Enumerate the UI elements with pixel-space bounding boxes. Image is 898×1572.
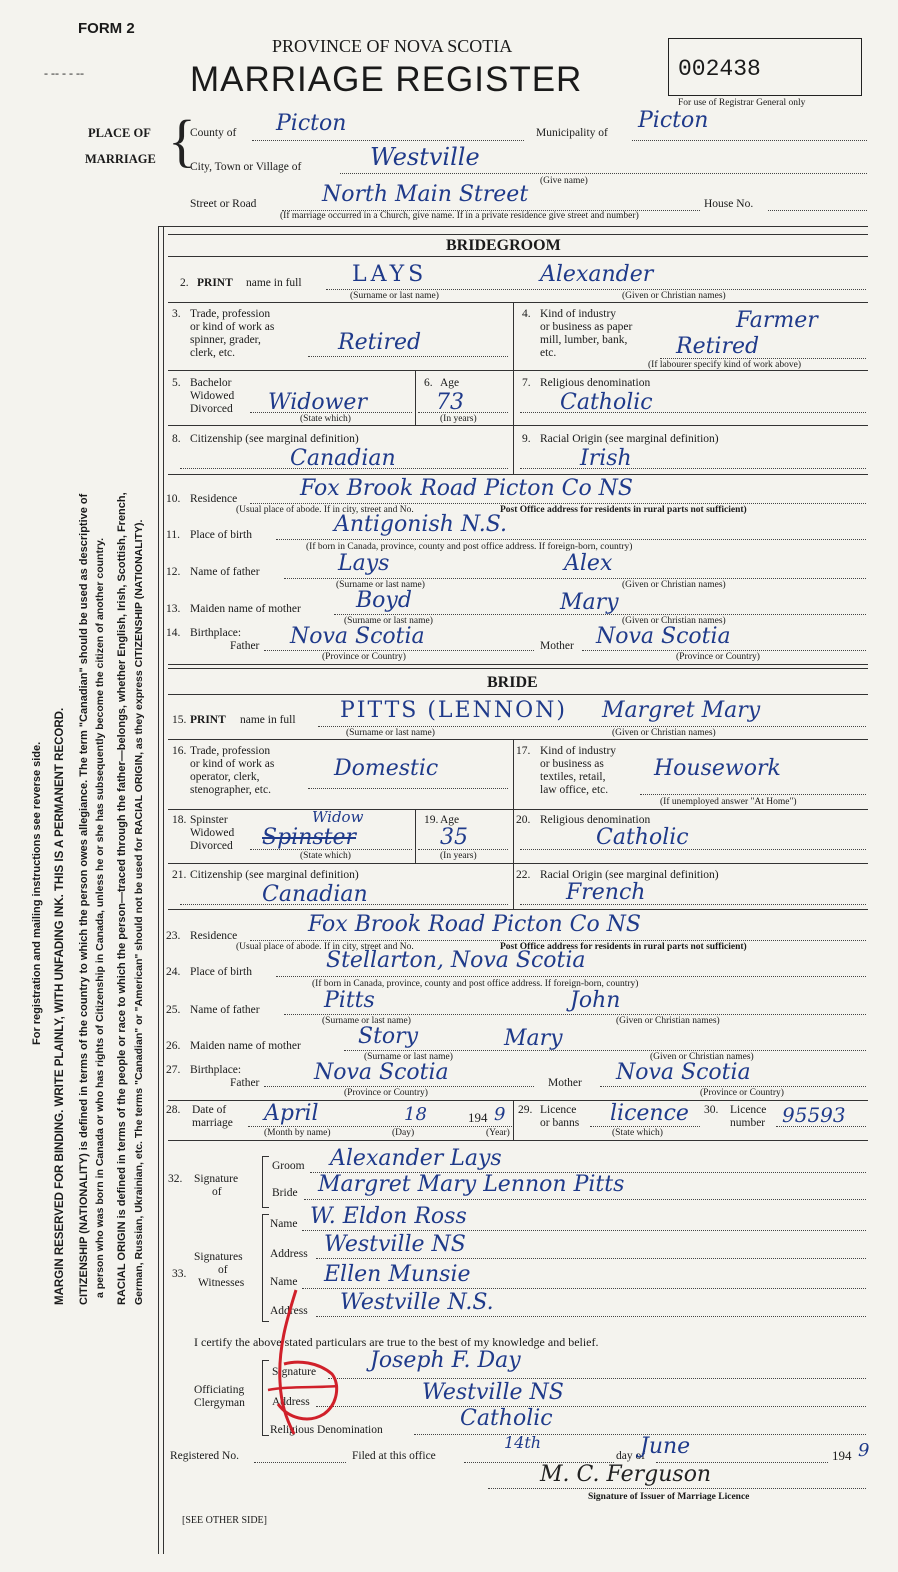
g-ind-line (660, 358, 866, 359)
groom-surname: LAYS (352, 262, 428, 287)
groom-father-birthplace: Nova Scotia (290, 624, 425, 649)
g-mother-giv-note: (Given or Christian names) (622, 616, 726, 626)
c-sig-word: Signature (272, 1366, 317, 1378)
g-racial-label: Racial Origin (see marginal definition) (540, 433, 719, 445)
m-lic-line (590, 1126, 700, 1127)
b-n16: 16. (172, 745, 187, 757)
bride-birthplace: Stellarton, Nova Scotia (326, 948, 586, 973)
b-age-line (418, 849, 508, 850)
g-bp-father-note: (Province or Country) (322, 652, 406, 662)
b-bp-father-word: Father (230, 1077, 260, 1089)
m-lic-l1: Licence (540, 1104, 577, 1116)
m-n28: 28. (166, 1104, 181, 1116)
b-print: PRINT (190, 714, 226, 726)
city-value: Westville (370, 143, 480, 171)
g-mother-label: Maiden name of mother (190, 603, 301, 615)
bride-racial: French (566, 880, 646, 905)
clergyman-address: Westville NS (422, 1380, 564, 1405)
bride-father-birthplace: Nova Scotia (314, 1060, 449, 1085)
g-bp-mother-line (582, 650, 866, 651)
g-bp-mother-word: Mother (540, 640, 574, 652)
groom-father-surname: Lays (338, 551, 390, 576)
bride-given: Margret Mary (602, 698, 761, 723)
b-ind-l4: law office, etc. (540, 784, 609, 796)
w1-addr-word: Address (270, 1248, 308, 1260)
see-other-side: [SEE OTHER SIDE] (182, 1515, 267, 1526)
g-father-label: Name of father (190, 566, 260, 578)
w2-addr-word: Address (270, 1305, 308, 1317)
g-bp-father-line (264, 650, 534, 651)
b-mother-giv-note: (Given or Christian names) (650, 1052, 754, 1062)
b-religion-line (520, 849, 866, 850)
red-check-mark (258, 1286, 348, 1446)
b-status-line (250, 849, 412, 850)
g-n3: 3. (172, 308, 181, 320)
city-label: City, Town or Village of (190, 161, 302, 173)
s-sig-bracket (262, 1156, 269, 1208)
municipality-value: Picton (638, 108, 709, 133)
b-status-note: (State which) (300, 851, 351, 861)
g-mother-sur-note: (Surname or last name) (344, 616, 433, 626)
g-n7: 7. (522, 377, 531, 389)
street-value: North Main Street (322, 182, 529, 207)
marriage-day: 18 (404, 1104, 427, 1125)
b-n27: 27. (166, 1064, 181, 1076)
m-date-line (248, 1126, 512, 1127)
g-row2-bottom (168, 302, 868, 303)
certify-text: I certify the above stated particulars are true to the best of my knowledge and belief. (194, 1335, 599, 1349)
g-n8: 8. (172, 433, 181, 445)
b-surname-note: (Surname or last name) (346, 728, 435, 738)
b-ind-l1: Kind of industry (540, 745, 617, 757)
g-row3-bottom (168, 370, 868, 371)
b-ind-note: (If unemployed answer "At Home") (660, 797, 797, 807)
g-res-label: Residence (190, 493, 238, 505)
g-age-note: (In years) (440, 414, 477, 424)
g-col-div-3 (513, 370, 514, 474)
b-res-label: Residence (190, 930, 238, 942)
g-trade-l3: spinner, grader, (190, 334, 261, 346)
b-birth-note: (If born in Canada, province, county and post office address. If foreign-born, country) (312, 979, 639, 989)
w2-name-word: Name (270, 1276, 298, 1288)
g-birth-line (276, 539, 866, 540)
b-given-note: (Given or Christian names) (612, 728, 716, 738)
b-row21-bottom (168, 909, 868, 910)
marriage-year-hand: 9 (494, 1104, 506, 1125)
b-row15-bottom (168, 739, 868, 740)
b-name-label: name in full (240, 714, 296, 726)
g-ind-l3: mill, lumber, bank, (540, 334, 628, 346)
g-racial-line (520, 468, 866, 469)
g-col-div-1 (513, 302, 514, 370)
house-label: House No. (704, 198, 754, 210)
bride-signature: Margret Mary Lennon Pitts (318, 1172, 625, 1197)
b-n17: 17. (516, 745, 531, 757)
groom-industry: Retired (676, 334, 760, 359)
groom-section-title: BRIDEGROOM (446, 237, 561, 254)
g-n5: 5. (172, 377, 181, 389)
s-groom-word: Groom (272, 1160, 305, 1172)
b-status-l3: Divorced (190, 840, 233, 852)
c-addr-word: Address (272, 1396, 310, 1408)
issuer-signature: M. C. Ferguson (540, 1462, 712, 1487)
s-n33: 33. (172, 1268, 187, 1280)
marriage-licence-number: 95593 (782, 1103, 846, 1127)
b-res-note: (Usual place of abode. If in city, street and No. (236, 942, 414, 952)
g-status-l3: Divorced (190, 403, 233, 415)
b-row16-bottom (168, 809, 868, 810)
place-label-2: MARRIAGE (85, 152, 156, 166)
w1-name-line (302, 1230, 866, 1231)
s-bride-line (304, 1199, 866, 1200)
g-mother-line (334, 614, 866, 615)
bride-head-bottom (168, 694, 868, 695)
g-bp-mother-note: (Province or Country) (676, 652, 760, 662)
g-n2: 2. (180, 277, 189, 289)
b-racial-line (520, 904, 866, 905)
b-ind-l2: or business as (540, 758, 604, 770)
m-year-note: (Year) (486, 1128, 510, 1138)
c-denom-word: Religious Denomination (270, 1424, 383, 1436)
b-bp-father-line (264, 1086, 534, 1087)
b-status-l2: Widowed (190, 827, 235, 839)
groom-mother-birthplace: Nova Scotia (596, 624, 731, 649)
g-trade-l2: or kind of work as (190, 321, 275, 333)
g-res-note2: Post Office address for residents in rural parts not sufficient) (500, 505, 747, 515)
filed-year-printed: 194 (832, 1448, 852, 1463)
bride-surname: PITTS (LENNON) (340, 698, 567, 723)
province-heading: PROVINCE OF NOVA SCOTIA (272, 36, 513, 56)
w2-name-line (302, 1288, 866, 1289)
g-father-sur-note: (Surname or last name) (336, 580, 425, 590)
b-n19: 19. (424, 814, 439, 826)
g-n14: 14. (166, 627, 181, 639)
county-value: Picton (276, 111, 347, 136)
g-col-div-2 (415, 370, 416, 425)
place-label-1: PLACE OF (88, 126, 151, 140)
g-ind-l2: or business as paper (540, 321, 633, 333)
registrar-note: For use of Registrar General only (678, 98, 806, 108)
m-date-l1: Date of (192, 1104, 227, 1116)
g-row5-bottom (168, 425, 868, 426)
b-ind-line (640, 794, 866, 795)
b-birth-line (276, 976, 866, 977)
frame-top (158, 226, 868, 227)
b-trade-l1: Trade, profession (190, 745, 271, 757)
page-title: MARRIAGE REGISTER (190, 60, 583, 99)
groom-racial: Irish (580, 446, 632, 471)
c-sig-line (328, 1378, 866, 1379)
m-n30: 30. (704, 1104, 719, 1116)
b-religion-label: Religious denomination (540, 814, 651, 826)
witness1-name: W. Eldon Ross (310, 1204, 467, 1229)
g-n13: 13. (166, 603, 181, 615)
street-label: Street or Road (190, 198, 257, 210)
g-row8-bottom (168, 474, 868, 475)
bride-section-title: BRIDE (487, 674, 538, 691)
b-n15: 15. (172, 714, 187, 726)
city-line (340, 173, 867, 174)
witness2-address: Westville N.S. (340, 1290, 494, 1315)
give-name-note: (Give name) (540, 176, 588, 186)
b-racial-label: Racial Origin (see marginal definition) (540, 869, 719, 881)
municipality-line (632, 140, 867, 141)
b-n22: 22. (516, 869, 531, 881)
m-licno-l1: Licence (730, 1104, 767, 1116)
g-cit-line (180, 468, 508, 469)
b-age-label: Age (440, 814, 460, 826)
g-status-line (250, 412, 412, 413)
g-religion-label: Religious denomination (540, 377, 651, 389)
b-status-l1: Spinster (190, 814, 228, 826)
bride-industry: Housework (654, 756, 781, 781)
groom-head-top (168, 234, 868, 235)
margin-note-3: CITIZENSHIP (NATIONALITY) is defined in terms of the country to which the person owes allegiance. The term "Canadian" should be used as descriptive of (78, 493, 90, 1305)
m-row-bottom (168, 1140, 868, 1141)
g-n4: 4. (522, 308, 531, 320)
groom-father-given: Alex (564, 551, 613, 576)
issuer-line (488, 1488, 866, 1489)
bride-citizenship: Canadian (262, 882, 368, 907)
clergyman-signature: Joseph F. Day (370, 1348, 521, 1373)
g-birth-label: Place of birth (190, 529, 252, 541)
m-n29: 29. (518, 1104, 533, 1116)
b-res-note2: Post Office address for residents in rural parts not sufficient) (500, 942, 747, 952)
filed-day-of: day of (616, 1450, 646, 1462)
filed-year-hand: 9 (858, 1440, 870, 1461)
g-print: PRINT (197, 277, 233, 289)
witness2-name: Ellen Munsie (324, 1262, 471, 1287)
registered-no-label: Registered No. (170, 1450, 239, 1462)
bride-religion: Catholic (596, 825, 689, 850)
b-n18: 18. (172, 814, 187, 826)
b-trade-line (308, 788, 508, 789)
groom-age: 73 (436, 390, 464, 415)
bride-mother-surname: Story (358, 1024, 419, 1049)
s-bride-word: Bride (272, 1187, 298, 1199)
b-res-line (250, 940, 866, 941)
g-n10: 10. (166, 493, 181, 505)
binding-mark: ‐ ‐‐ ‐ ‐ ‐‐ (44, 66, 84, 80)
groom-status: Widower (268, 390, 367, 415)
m-licno-line (776, 1126, 866, 1127)
b-bp-mother-note: (Province or Country) (700, 1088, 784, 1098)
street-note: (If marriage occurred in a Church, give name. If in a private residence give street and number) (280, 211, 639, 221)
margin-note-6: German, Russian, Ukrainian, etc. The terms "Canadian" or "American" should not be used for RACIAL ORIGIN, as they express CITIZENSHIP (NATIONALITY). (133, 519, 145, 1305)
b-age-note: (In years) (440, 851, 477, 861)
g-birth-note: (If born in Canada, province, county and post office address. If foreign-born, country) (306, 542, 633, 552)
w-wit-l3: Witnesses (198, 1277, 245, 1289)
b-col-div-2 (415, 809, 416, 863)
b-bp-mother-line (600, 1086, 866, 1087)
g-n11: 11. (166, 529, 180, 541)
m-month-note: (Month by name) (264, 1128, 331, 1138)
w-wit-l1: Signatures (194, 1251, 243, 1263)
b-col-div-3 (513, 809, 514, 909)
filed-day: 14th (504, 1433, 542, 1452)
b-trade-l3: operator, clerk, (190, 771, 260, 783)
issuer-label: Signature of Issuer of Marriage Licence (588, 1492, 750, 1502)
m-licno-l2: number (730, 1117, 766, 1129)
g-bp-label: Birthplace: (190, 627, 242, 639)
g-age-label: Age (440, 377, 460, 389)
g-trade-l1: Trade, profession (190, 308, 271, 320)
m-day-note: (Day) (392, 1128, 415, 1138)
b-bp-label: Birthplace: (190, 1064, 242, 1076)
bride-father-given: John (570, 988, 621, 1013)
s-sig-l2: of (212, 1186, 222, 1198)
frame-left-outer (158, 226, 159, 1554)
g-status-l2: Widowed (190, 390, 235, 402)
c-clergy-l2: Clergyman (194, 1397, 245, 1409)
m-lic-note: (State which) (612, 1128, 663, 1138)
b-trade-l4: stenographer, etc. (190, 784, 271, 796)
bride-father-surname: Pitts (324, 988, 375, 1013)
municipality-label: Municipality of (536, 127, 608, 139)
margin-note-4: a person who was born in Canada or who has rights of Citizenship in Canada, unless he or she has subsequently become the citizen of another country. (94, 537, 106, 1298)
g-father-line (284, 578, 866, 579)
groom-residence: Fox Brook Road Picton Co NS (300, 476, 634, 501)
w2-addr-line (316, 1316, 866, 1317)
g-bp-father-word: Father (230, 640, 260, 652)
register-number: 002438 (678, 56, 761, 82)
groom-industry-top: Farmer (736, 308, 818, 333)
w-wit-l2: of (218, 1264, 228, 1276)
b-n21: 21. (172, 869, 187, 881)
m-date-l2: marriage (192, 1117, 233, 1129)
g-res-line (250, 503, 866, 504)
bride-head-top2 (168, 668, 868, 669)
b-mother-line (344, 1050, 866, 1051)
filed-label: Filed at this office (352, 1450, 436, 1462)
g-status-l1: Bachelor (190, 377, 232, 389)
county-line (252, 140, 524, 141)
m-col-div-1 (513, 1100, 514, 1140)
b-row18-bottom (168, 863, 868, 864)
form-number: FORM 2 (78, 20, 135, 37)
bride-trade: Domestic (334, 756, 439, 781)
clergyman-denomination: Catholic (460, 1406, 553, 1431)
bride-head-top (168, 664, 868, 665)
county-label: County of (190, 127, 237, 139)
groom-mother-given: Mary (560, 590, 619, 615)
b-cit-label: Citizenship (see marginal definition) (190, 869, 359, 881)
m-lic-l2: or banns (540, 1117, 580, 1129)
groom-signature: Alexander Lays (330, 1146, 502, 1171)
groom-head-bottom (168, 256, 868, 257)
g-religion-line (520, 412, 866, 413)
g-name-line (326, 289, 866, 290)
groom-given: Alexander (540, 262, 654, 287)
place-brace: { (168, 108, 196, 173)
b-n26: 26. (166, 1040, 181, 1052)
groom-religion: Catholic (560, 390, 653, 415)
margin-note-5: RACIAL ORIGIN is defined in terms of the people or race to which the person—traced through the father—belongs, whether English, Irish, Scottish, French, (116, 492, 128, 1305)
bride-mother-given: Mary (504, 1026, 563, 1051)
g-n12: 12. (166, 566, 181, 578)
g-n9: 9. (522, 433, 531, 445)
g-cit-label: Citizenship (see marginal definition) (190, 433, 359, 445)
c-addr-line (316, 1406, 866, 1407)
g-res-note: (Usual place of abode. If in city, street and No. (236, 505, 414, 515)
g-given-note: (Given or Christian names) (622, 291, 726, 301)
marriage-month: April (264, 1101, 319, 1126)
g-ind-l4: etc. (540, 347, 557, 359)
frame-left-inner (163, 226, 164, 1554)
b-n24: 24. (166, 966, 181, 978)
b-bp-mother-word: Mother (548, 1077, 582, 1089)
b-bp-father-note: (Province or Country) (344, 1088, 428, 1098)
w1-addr-line (316, 1258, 866, 1259)
bride-status: Spinster (262, 825, 357, 850)
b-father-line (284, 1014, 866, 1015)
b-n23: 23. (166, 930, 181, 942)
b-ind-l3: textiles, retail, (540, 771, 606, 783)
margin-note-1: For registration and mailing instructions see reverse side. (31, 741, 43, 1045)
b-col-div-1 (513, 739, 514, 809)
margin-note-2: MARGIN RESERVED FOR BINDING. WRITE PLAINLY, WITH UNFADING INK. THIS IS A PERMANENT RECORD. (54, 707, 66, 1305)
b-birth-label: Place of birth (190, 966, 252, 978)
house-line (768, 210, 867, 211)
g-age-line (418, 412, 508, 413)
marriage-year-printed: 194 (468, 1110, 488, 1125)
g-ind-l1: Kind of industry (540, 308, 617, 320)
w1-name-word: Name (270, 1218, 298, 1230)
b-mother-sur-note: (Surname or last name) (364, 1052, 453, 1062)
registered-no-line (254, 1462, 346, 1463)
g-trade-line (308, 356, 508, 357)
s-n32: 32. (168, 1173, 183, 1185)
b-trade-l2: or kind of work as (190, 758, 275, 770)
b-n25: 25. (166, 1004, 181, 1016)
bride-mother-birthplace: Nova Scotia (616, 1060, 751, 1085)
g-status-note: (State which) (300, 414, 351, 424)
g-father-giv-note: (Given or Christian names) (622, 580, 726, 590)
bride-age: 35 (440, 825, 468, 850)
g-trade-l4: clerk, etc. (190, 347, 236, 359)
g-name-label: name in full (246, 277, 302, 289)
bride-residence: Fox Brook Road Picton Co NS (308, 912, 642, 937)
witness1-address: Westville NS (324, 1232, 466, 1257)
b-mother-label: Maiden name of mother (190, 1040, 301, 1052)
groom-birthplace: Antigonish N.S. (334, 512, 508, 537)
filed-month: June (640, 1434, 691, 1459)
b-n20: 20. (516, 814, 531, 826)
b-father-sur-note: (Surname or last name) (322, 1016, 411, 1026)
groom-citizenship: Canadian (290, 446, 396, 471)
groom-mother-surname: Boyd (356, 588, 412, 613)
b-father-giv-note: (Given or Christian names) (616, 1016, 720, 1026)
b-cit-line (180, 904, 508, 905)
g-n6: 6. (424, 377, 433, 389)
g-ind-note: (If labourer specify kind of work above) (648, 360, 801, 370)
g-surname-note: (Surname or last name) (350, 291, 439, 301)
groom-trade: Retired (338, 330, 422, 355)
b-father-label: Name of father (190, 1004, 260, 1016)
s-sig-l1: Signature (194, 1173, 239, 1185)
c-clergy-l1: Officiating (194, 1384, 245, 1396)
b-name-line (318, 726, 866, 727)
bride-status-top: Widow (312, 808, 364, 826)
marriage-licence-type: licence (610, 1101, 689, 1126)
